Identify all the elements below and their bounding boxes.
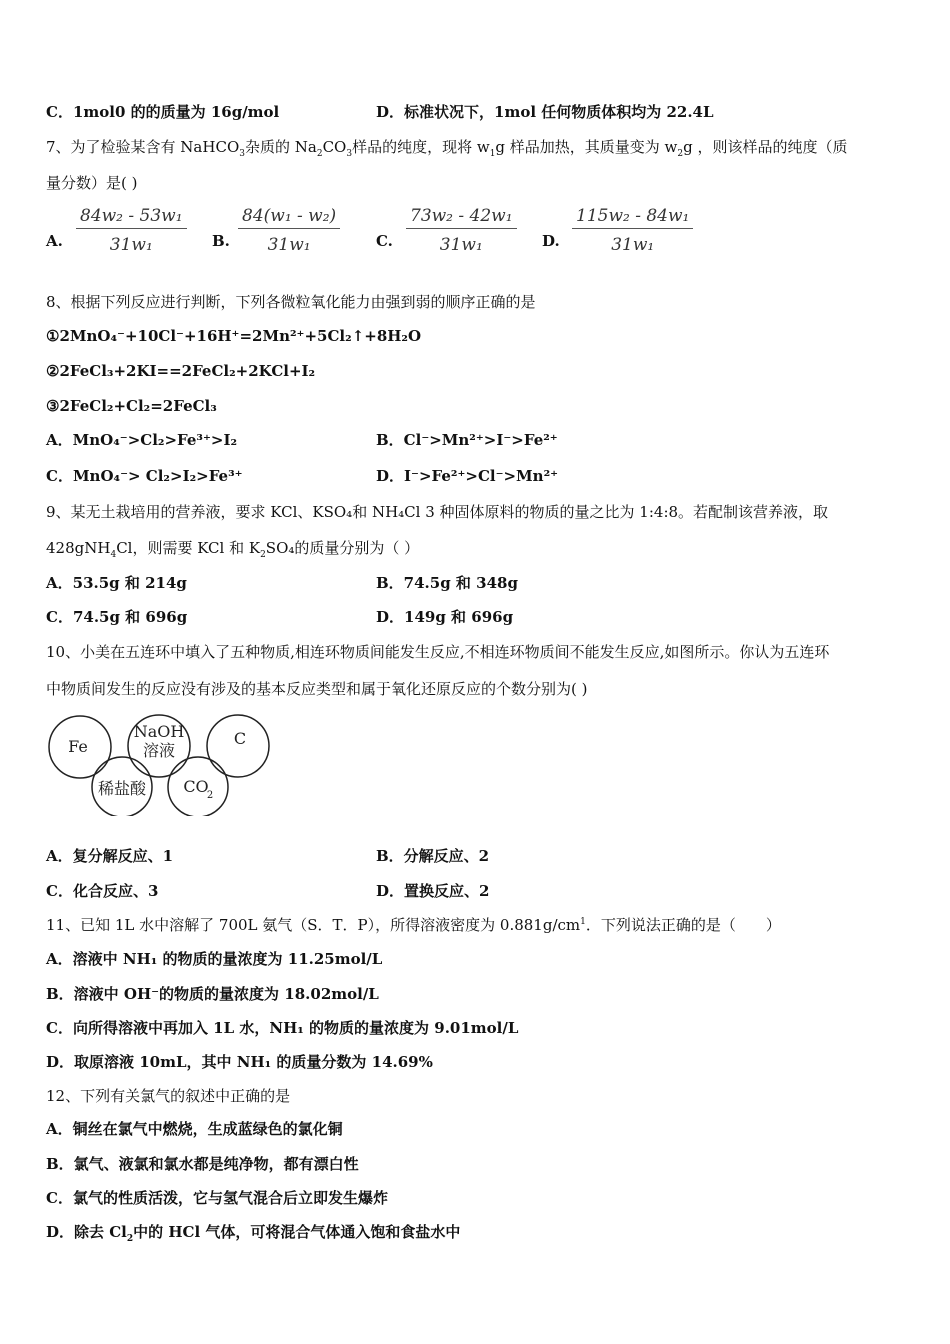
five-rings-diagram <box>46 712 276 816</box>
ring-label-co2: CO <box>183 777 209 796</box>
q9-option-c: C．74.5g 和 696g <box>46 608 188 626</box>
q8-reaction-1: ①2MnO₄⁻+10Cl⁻+16H⁺=2Mn²⁺+5Cl₂↑+8H₂O <box>46 327 422 345</box>
q9-option-a: A．53.5g 和 214g <box>46 574 187 592</box>
q9-option-b: B．74.5g 和 348g <box>376 574 518 592</box>
fraction-denominator: 31w₁ <box>109 235 153 255</box>
q12-stem: 12、下列有关氯气的叙述中正确的是 <box>46 1087 291 1105</box>
fraction-denominator: 31w₁ <box>267 235 311 255</box>
ring-label-fe: Fe <box>68 737 88 756</box>
q8-option-c: C．MnO₄⁻> Cl₂>I₂>Fe³⁺ <box>46 467 243 485</box>
fraction-numerator: 84w₂ - 53w₁ <box>76 206 187 229</box>
q11-option-d: D．取原溶液 10mL，其中 NH₁ 的质量分数为 14.69% <box>46 1053 433 1071</box>
q11-stem: 11、已知 1L 水中溶解了 700L 氨气（S．T．P），所得溶液密度为 $0.881g/cm^1$．下列说法正确的是（ ） <box>46 916 781 934</box>
ring-label-naoh: NaOH <box>133 722 185 741</box>
q10-option-b: B．分解反应、2 <box>376 847 490 865</box>
q11-option-c: C．向所得溶液中再加入 1L 水，NH₁ 的物质的量浓度为 9.01mol/L <box>46 1019 519 1037</box>
fraction-numerator: 73w₂ - 42w₁ <box>406 206 517 229</box>
q8-stem: 8、根据下列反应进行判断，下列各微粒氧化能力由强到弱的顺序正确的是 <box>46 293 536 311</box>
ring-label-c: C <box>233 729 247 748</box>
fraction-denominator: 31w₁ <box>611 235 655 255</box>
q7-stem-line2: 量分数）是( ) <box>46 174 138 192</box>
q12-option-d: D．除去 $Cl_2$中的 HCl 气体，可将混合气体通入饱和食盐水中 <box>46 1223 461 1244</box>
q12-option-a: A．铜丝在氯气中燃烧，生成蓝绿色的氯化铜 <box>46 1120 343 1138</box>
q10-stem: 10、小美在五连环中填入了五种物质,相连环物质间能发生反应,不相连环物质间不能发生反应,如图所示。你认为五连环 <box>46 643 830 661</box>
ring-label-hcl: 稀盐酸 <box>97 779 147 798</box>
q10-stem-line2: 中物质间发生的反应没有涉及的基本反应类型和属于氧化还原反应的个数分别为( ) <box>46 680 588 698</box>
fraction-denominator: 31w₁ <box>439 235 483 255</box>
ring-label-naoh-solution: 溶液 <box>142 741 176 760</box>
q8-option-a: A．MnO₄⁻>Cl₂>Fe³⁺>I₂ <box>46 431 238 449</box>
q9-stem-line2: 428gNH$_4$Cl，则需要 KCl 和 $K_2SO_4$的质量分别为（ ） <box>46 539 420 560</box>
q8-option-d: D．I⁻>Fe²⁺>Cl⁻>Mn²⁺ <box>376 467 559 485</box>
q6-option-d: D．标准状况下，1mol 任何物质体积均为 22.4L <box>376 103 714 121</box>
q11-option-b: B．溶液中 OH⁻的物质的量浓度为 18.02mol/L <box>46 985 379 1003</box>
q8-option-b: B．Cl⁻>Mn²⁺>I⁻>Fe²⁺ <box>376 431 558 449</box>
q7-stem: 7、为了检验某含有 NaHCO$_3$杂质的 $Na_2CO_3$样品的纯度，现将 $w_1g$ 样品加热，其质量变为 $w_2g$ ，则该样品的纯度（质 <box>46 138 848 159</box>
q12-option-c: C．氯气的性质活泼，它与氢气混合后立即发生爆炸 <box>46 1189 388 1207</box>
q12-option-b: B．氯气、液氯和氯水都是纯净物，都有漂白性 <box>46 1155 359 1173</box>
q9-stem: 9、某无土栽培用的营养液，要求 KCl、KSO₄和 NH₄Cl 3 种固体原料的物质的量之比为 1:4:8。若配制该营养液，取 <box>46 503 829 521</box>
q10-option-a: A．复分解反应、1 <box>46 847 174 865</box>
fraction-numerator: 84(w₁ - w₂) <box>238 206 340 229</box>
fraction-numerator: 115w₂ - 84w₁ <box>572 206 693 229</box>
ring-label-co2-sub: 2 <box>206 790 214 801</box>
q10-option-d: D．置换反应、2 <box>376 882 490 900</box>
q7-options: A. $\frac{\text{84w₂ - 53w₁}}{\text{31w₁}}$ B. $\frac{\text{84(w₁ - w₂)}}{\text{31w₁}}$ C. $\frac{\text{73w₂ - 42w₁}}{\text{31w₁}}$ D. $\frac{\text{115w₂ - 84w₁}}{\text{31w₁}}$ <box>46 206 746 266</box>
q8-reaction-3: ③2FeCl₂+Cl₂=2FeCl₃ <box>46 397 217 415</box>
q6-option-c: C．1mol0 的的质量为 16g/mol <box>46 103 280 121</box>
q10-option-c: C．化合反应、3 <box>46 882 159 900</box>
q9-option-d: D．149g 和 696g <box>376 608 514 626</box>
q8-reaction-2: ②2FeCl₃+2KI==2FeCl₂+2KCl+I₂ <box>46 362 316 380</box>
q11-option-a: A．溶液中 NH₁ 的物质的量浓度为 11.25mol/L <box>46 950 383 968</box>
